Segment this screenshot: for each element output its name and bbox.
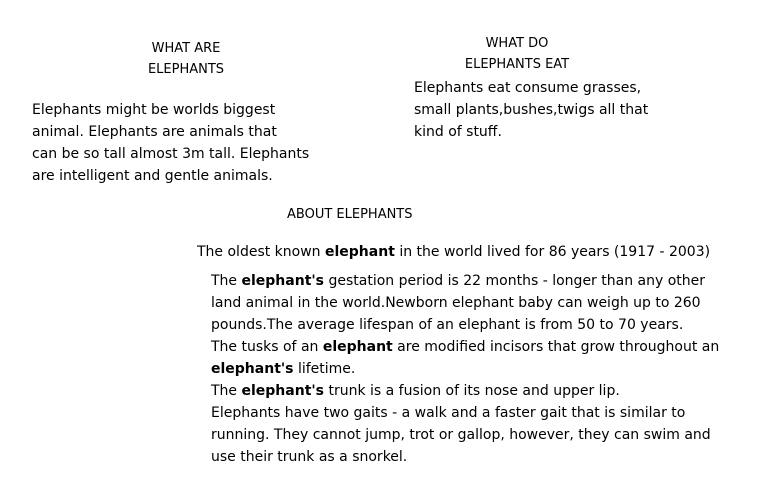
text-line <box>211 270 719 292</box>
heading-line: ELEPHANTS <box>147 62 225 77</box>
text-segment: trunk is a fusion of its nose and upper lip. <box>324 383 620 399</box>
text-line: kind of stuff. <box>414 124 502 140</box>
text-line: use their trunk as a snorkel. <box>211 449 408 465</box>
bold-term: elephant's <box>241 383 325 399</box>
text-segment: are modified incisors that grow throughout an <box>392 339 720 355</box>
oldest-elephant-line <box>197 241 710 263</box>
text-line: are intelligent and gentle animals. <box>32 168 273 184</box>
text-segment: The tusks of an <box>211 339 323 355</box>
text-segment: lifetime. <box>293 361 356 377</box>
heading-line: WHAT ARE <box>151 41 221 56</box>
bold-term: elephant <box>325 244 395 260</box>
text-line <box>197 241 710 263</box>
text-line: Elephants might be worlds biggest <box>32 102 276 118</box>
text-line: small plants,bushes,twigs all that <box>414 102 649 118</box>
text-segment: in the world lived for 86 years (1917 - 2003) <box>394 244 711 260</box>
about-elephants-heading: ABOUT ELEPHANTS <box>287 207 413 222</box>
text-segment: The oldest known <box>197 244 325 260</box>
bold-term: elephant's <box>211 361 294 377</box>
text-line: pounds.The average lifespan of an elephant is from 50 to 70 years. <box>211 317 684 333</box>
text-segment: gestation period is 22 months - longer than any other <box>324 273 706 289</box>
text-line: animal. Elephants are animals that <box>32 124 277 140</box>
about-elephants-facts <box>211 270 719 468</box>
bold-term: elephant <box>322 339 393 355</box>
what-do-elephants-eat-text <box>414 77 648 143</box>
heading-line: ELEPHANTS EAT <box>464 57 570 72</box>
what-do-elephants-eat-heading <box>446 33 588 75</box>
what-are-elephants-text <box>32 99 309 187</box>
text-line <box>211 380 719 402</box>
text-line: can be so tall almost 3m tall. Elephants <box>32 146 310 162</box>
text-segment: The <box>211 383 242 399</box>
heading-line: WHAT DO <box>485 36 549 51</box>
text-line <box>211 358 719 380</box>
text-line: running. They cannot jump, trot or gallop, however, they can swim and <box>211 427 711 443</box>
text-line <box>211 336 719 358</box>
text-line: Elephants eat consume grasses, <box>414 80 642 96</box>
bold-term: elephant's <box>241 273 325 289</box>
text-segment: The <box>211 273 242 289</box>
text-line: Elephants have two gaits - a walk and a faster gait that is similar to <box>211 405 686 421</box>
text-line: land animal in the world.Newborn elephant baby can weigh up to 260 <box>211 295 701 311</box>
what-are-elephants-heading <box>126 38 246 80</box>
